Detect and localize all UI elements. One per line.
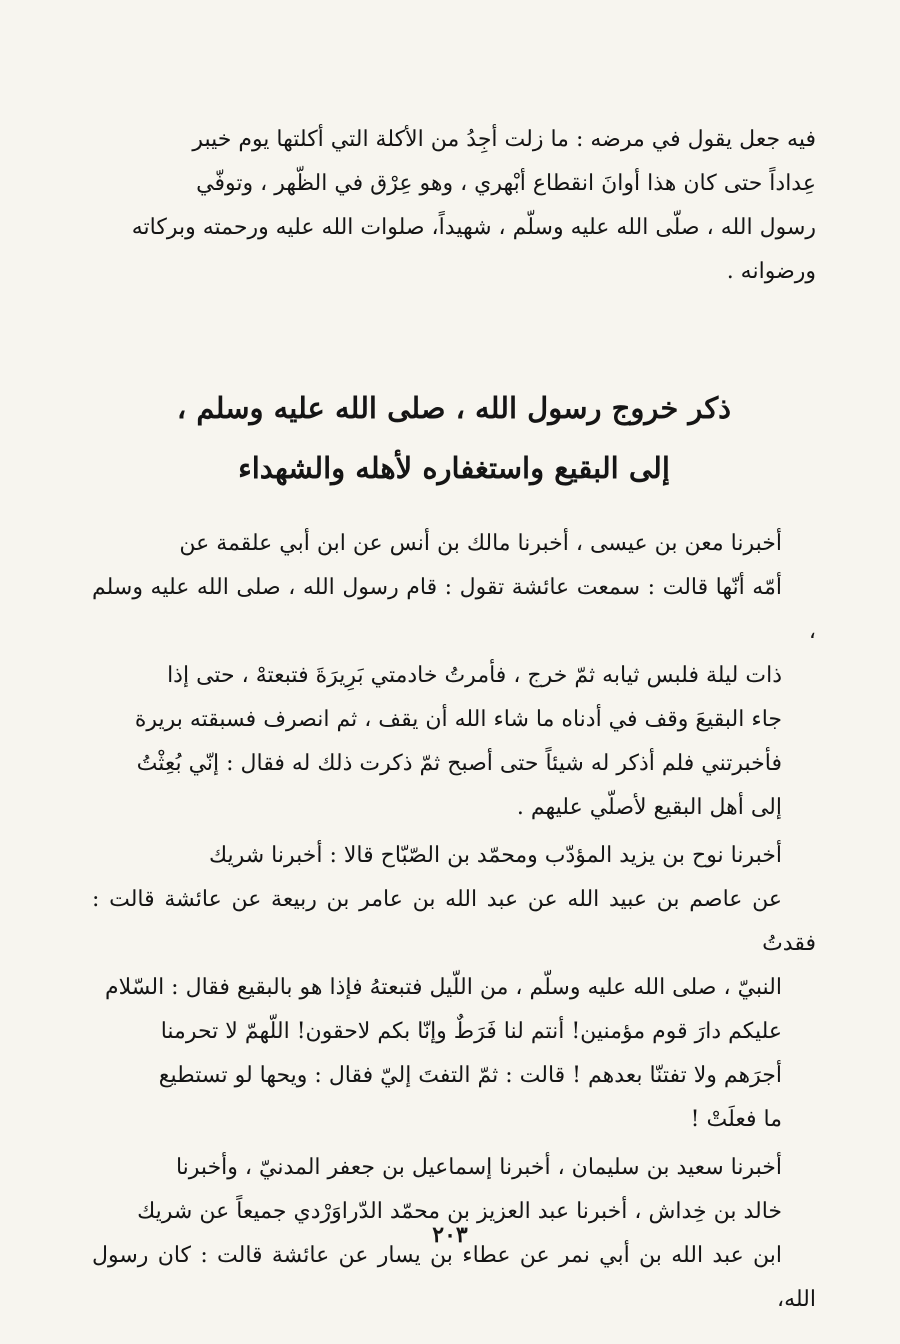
text-line: عن عاصم بن عبيد الله عن عبد الله بن عامر بن ربيعة عن عائشة قالت : فقدتُ [92, 887, 816, 956]
text-line: ورضوانه . [726, 259, 816, 284]
paragraph [92, 834, 816, 1142]
text-line: ذات ليلة فلبس ثيابه ثمّ خرج ، فأمرتُ خادمتي بَرِيرَةَ فتبعتهْ ، حتى إذا [167, 663, 782, 688]
text-line: فيه جعل يقول في مرضه : ما زلت أجِدُ من الأكلة التي أكلتها يوم خيبر [192, 127, 816, 152]
text-line: إلى أهل البقيع لأصلّي عليهم . [516, 795, 782, 820]
text-line: عِداداً حتى كان هذا أوانَ انقطاع أبْهري ، وهو عِرْق في الظّهر ، وتوفّي [196, 171, 816, 196]
text-line: أخبرنا معن بن عيسى ، أخبرنا مالك بن أنس عن ابن أبي علقمة عن [179, 531, 782, 556]
section-heading [92, 378, 816, 498]
text-line: ما فعلَتْ ! [690, 1107, 782, 1132]
paragraph [92, 522, 816, 830]
text-line: رسول الله ، صلّى الله عليه وسلّم ، شهيداً، صلوات الله عليه ورحمته وبركاته [131, 215, 816, 240]
text-line: عليكم دارَ قوم مؤمنين! أنتم لنا فَرَطٌ وإنّا بكم لاحقون! اللّهمّ لا تحرمنا [160, 1019, 782, 1044]
text-line: أخبرنا سعيد بن سليمان ، أخبرنا إسماعيل بن جعفر المدنيّ ، وأخبرنا [175, 1155, 782, 1180]
text-line: جاء البقيعَ وقف في أدناه ما شاء الله أن يقف ، ثم انصرف فسبقته بريرة [134, 707, 782, 732]
heading-line-2: إلى البقيع واستغفاره لأهله والشهداء [238, 451, 670, 485]
text-line: النبيّ ، صلى الله عليه وسلّم ، من اللّيل فتبعتهُ فإذا هو بالبقيع فقال : السّلام [105, 975, 782, 1000]
page-number: ٢٠٣ [432, 1222, 468, 1248]
text-line: أخبرنا نوح بن يزيد المؤدّب ومحمّد بن الصّبّاح قالا : أخبرنا شريك [208, 843, 782, 868]
text-line: أمّه أنّها قالت : سمعت عائشة تقول : قام رسول الله ، صلى الله عليه وسلم ، [92, 575, 816, 644]
body-text [92, 522, 816, 1326]
top-paragraph [92, 118, 816, 294]
text-line: ابن عبد الله بن أبي نمر عن عطاء بن يسار عن عائشة قالت : كان رسول الله، [92, 1243, 816, 1312]
heading-line-1: ذكر خروج رسول الله ، صلى الله عليه وسلم ، [176, 391, 732, 425]
text-line: خالد بن خِداش ، أخبرنا عبد العزيز بن محمّد الدّراوَرْدي جميعاً عن شريك [137, 1199, 782, 1224]
text-line: فأخبرتني فلم أذكر له شيئاً حتى أصبح ثمّ ذكرت ذلك له فقال : إنّي بُعِثْتُ [136, 751, 782, 776]
text-line: أجرَهم ولا تفتنّا بعدهم ! قالت : ثمّ التفتَ إليّ فقال : ويحها لو تستطيع [158, 1063, 782, 1088]
